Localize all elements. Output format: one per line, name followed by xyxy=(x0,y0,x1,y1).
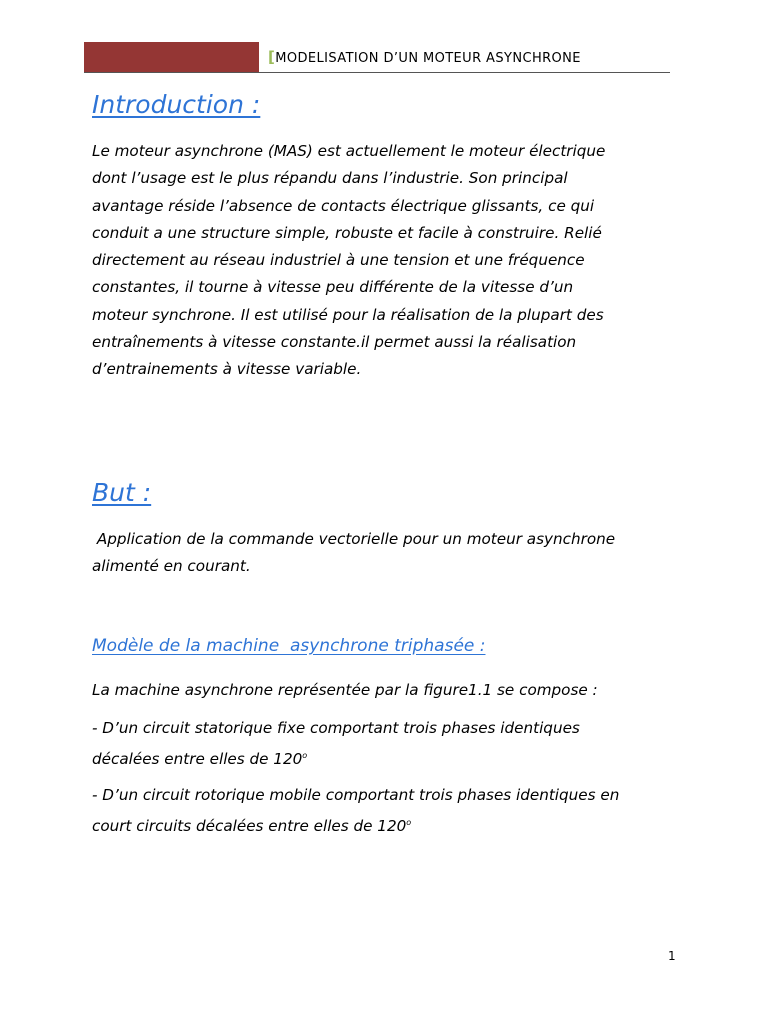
degree-sign: o xyxy=(302,751,308,761)
text-segment: décalées entre elles de 120 xyxy=(92,750,303,769)
text-line xyxy=(92,742,682,773)
list-item xyxy=(92,715,682,774)
introduction-body xyxy=(92,138,682,384)
text-line: conduit a une structure simple, robuste et facile à construire. Relié xyxy=(92,223,602,242)
introduction-section xyxy=(92,90,682,119)
introduction-heading: Introduction : xyxy=(92,90,261,119)
text-segment: court circuits décalées entre elles de 120 xyxy=(92,817,407,836)
page-number: 1 xyxy=(668,949,676,963)
modele-intro xyxy=(92,677,682,704)
text-line xyxy=(92,809,682,840)
header-bracket: [ xyxy=(268,48,276,66)
text-line: - D’un circuit rotorique mobile comportant trois phases identiques en xyxy=(92,786,620,804)
modele-heading: Modèle de la machine asynchrone triphasée : xyxy=(92,636,486,656)
text-line: Application de la commande vectorielle pour un moteur asynchrone xyxy=(92,530,616,548)
modele-item-2 xyxy=(92,782,682,841)
introduction-paragraph xyxy=(92,138,682,384)
but-body xyxy=(92,526,682,581)
header-rule xyxy=(84,72,670,73)
text-line: moteur synchrone. Il est utilisé pour la réalisation de la plupart des xyxy=(92,305,604,324)
text-line: dont l’usage est le plus répandu dans l’industrie. Son principal xyxy=(92,169,568,188)
modele-section xyxy=(92,636,682,656)
modele-intro-text: La machine asynchrone représentée par la figure1.1 se compose : xyxy=(92,681,598,699)
degree-sign: o xyxy=(406,818,412,828)
modele-item-1 xyxy=(92,715,682,774)
text-line: d’entrainements à vitesse variable. xyxy=(92,360,362,379)
text-line: - D’un circuit statorique fixe comportant trois phases identiques xyxy=(92,719,580,737)
header-title: MODELISATION D’UN MOTEUR ASYNCHRONE xyxy=(275,51,581,66)
but-section xyxy=(92,478,682,507)
list-item xyxy=(92,782,682,841)
text-line: Le moteur asynchrone (MAS) est actuellement le moteur électrique xyxy=(92,142,606,160)
text-line: avantage réside l’absence de contacts électrique glissants, ce qui xyxy=(92,196,595,215)
text-line: constantes, il tourne à vitesse peu différente de la vitesse d’un xyxy=(92,278,574,297)
but-heading: But : xyxy=(92,478,152,507)
but-paragraph xyxy=(92,526,682,581)
text-line: alimenté en courant. xyxy=(92,557,251,576)
text-line: directement au réseau industriel à une tension et une fréquence xyxy=(92,251,585,270)
running-header xyxy=(268,48,581,66)
header-color-bar xyxy=(84,42,259,72)
text-line: entraînements à vitesse constante.il permet aussi la réalisation xyxy=(92,333,577,352)
